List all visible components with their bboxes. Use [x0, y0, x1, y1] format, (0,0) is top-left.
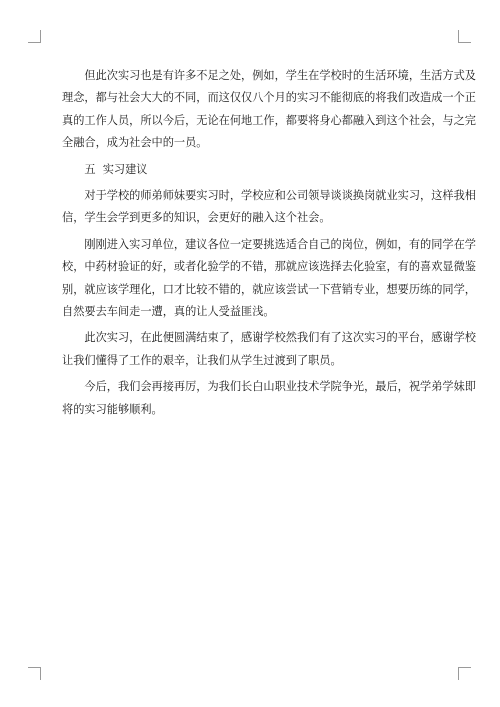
text-line: 让我们懂得了工作的艰辛，让我们从学生过渡到了职员。	[62, 353, 342, 367]
text-line: 自然要去车间走一遭，真的让人受益匪浅。	[62, 305, 275, 319]
text-line: 信，学生会学到更多的知识，会更好的融入这个社会。	[62, 211, 331, 225]
paragraph-shortcomings	[62, 65, 476, 155]
text-line: 理念，都与社会大大的不同，而这仅仅八个月的实习不能彻底的将我们改造成一个正	[62, 91, 476, 105]
paragraph-choose-position	[62, 234, 476, 324]
text-line: 全融合，成为社会中的一员。	[62, 136, 208, 150]
section-heading-internship-suggestions: 五 实习建议	[84, 162, 148, 176]
text-line: 将的实习能够顺利。	[62, 402, 163, 416]
text-line: 此次实习，在此便圆满结束了，感谢学校然我们有了这次实习的平台，感谢学校	[84, 331, 476, 345]
crop-mark-top-right	[458, 30, 471, 43]
text-line: 别，就应该学理化，口才比较不错的，就应该尝试一下营销专业，想要历练的同学，	[62, 282, 476, 296]
paragraph-school-suggestion	[62, 185, 476, 230]
crop-mark-top-left	[28, 30, 41, 43]
document-body	[62, 65, 476, 425]
text-line: 刚刚进入实习单位，建议各位一定要挑选适合自己的岗位，例如，有的同学在学	[84, 237, 476, 251]
text-line: 真的工作人员，所以今后，无论在何地工作，都要将身心都融入到这个社会，与之完	[62, 113, 476, 127]
text-line: 校，中药材验证的好，或者化验学的不错，那就应该选择去化验室，有的喜欢显微鉴	[62, 260, 476, 274]
text-line: 对于学校的师弟师妹要实习时，学校应和公司领导谈谈换岗就业实习，这样我相	[84, 189, 476, 203]
paragraph-future	[62, 376, 476, 421]
text-line: 今后，我们会再接再厉，为我们长白山职业技术学院争光，最后，祝学弟学妹即	[84, 380, 476, 394]
crop-mark-bottom-right	[458, 667, 471, 680]
crop-mark-bottom-left	[28, 667, 41, 680]
text-line: 但此次实习也是有许多不足之处，例如，学生在学校时的生活环境，生活方式及	[84, 69, 476, 82]
paragraph-conclusion	[62, 327, 476, 372]
